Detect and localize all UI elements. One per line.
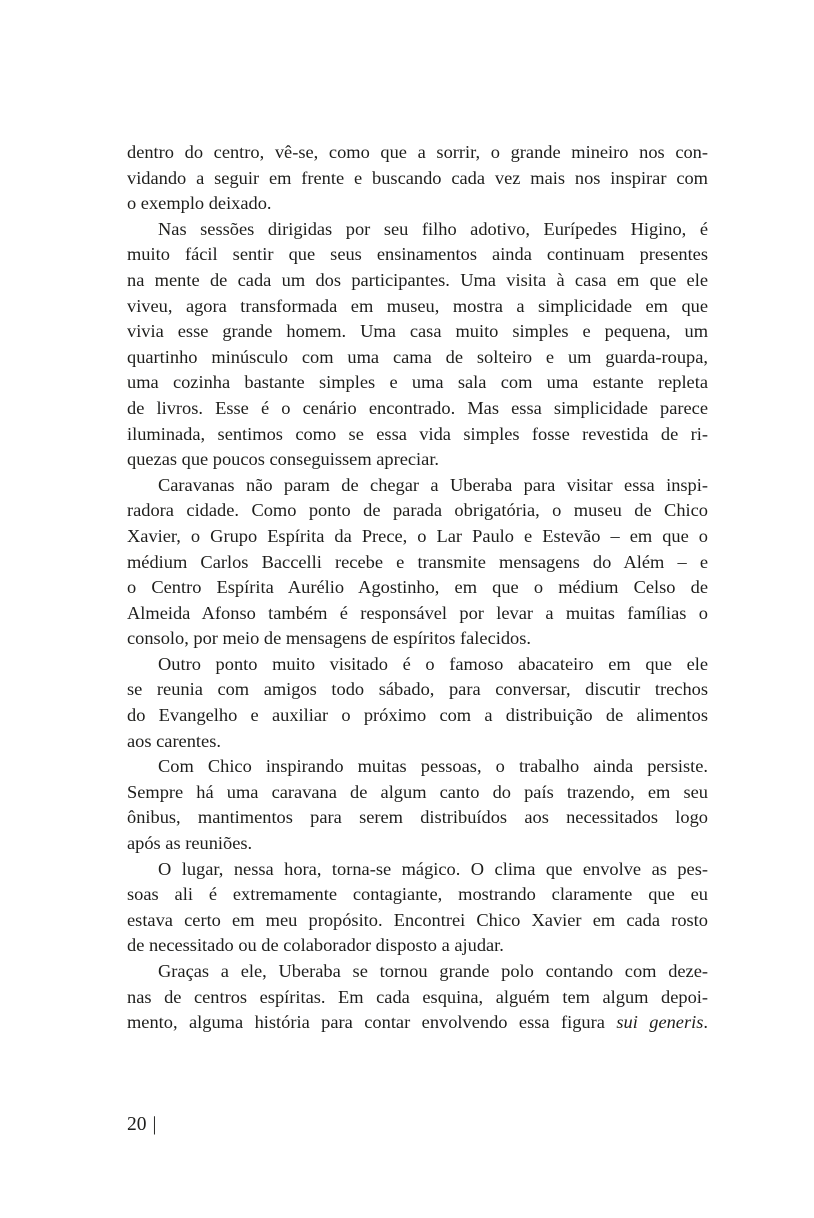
text-line: o exemplo deixado. xyxy=(127,193,272,214)
text-line: de livros. Esse é o cenário encontrado. Mas essa simplicidade parece xyxy=(127,397,708,418)
text-line: ônibus, mantimentos para serem distribuídos aos necessitados logo xyxy=(127,807,708,828)
text-line: soas ali é extremamente contagiante, mostrando claramente que eu xyxy=(127,884,708,905)
text-line: aos carentes. xyxy=(127,730,221,751)
text-line: mento, alguma história para contar envolvendo essa figura sui generis. xyxy=(127,1012,708,1033)
text-line: médium Carlos Baccelli recebe e transmite mensagens do Além – e xyxy=(127,551,708,572)
text-line: Xavier, o Grupo Espírita da Prece, o Lar Paulo e Estevão – em que o xyxy=(127,525,708,546)
text-line: dentro do centro, vê-se, como que a sorrir, o grande mineiro nos con- xyxy=(127,142,708,162)
text-line: Com Chico inspirando muitas pessoas, o trabalho ainda persiste. xyxy=(158,756,708,777)
text-line: viveu, agora transformada em museu, mostra a simplicidade em que xyxy=(127,295,708,316)
text-line: na mente de cada um dos participantes. Uma visita à casa em que ele xyxy=(127,269,708,290)
page-footer xyxy=(127,1112,156,1138)
text-line: Outro ponto muito visitado é o famoso abacateiro em que ele xyxy=(158,653,708,674)
text-line: O lugar, nessa hora, torna-se mágico. O clima que envolve as pes- xyxy=(158,858,708,879)
text-line: quezas que poucos conseguissem apreciar. xyxy=(127,449,440,470)
text-line: vidando a seguir em frente e buscando cada vez mais nos inspirar com xyxy=(127,167,708,188)
footer-separator: | xyxy=(152,1114,157,1135)
text-line: vivia esse grande homem. Uma casa muito simples e pequena, um xyxy=(127,321,708,342)
text-line: o Centro Espírita Aurélio Agostinho, em que o médium Celso de xyxy=(127,577,708,598)
paragraph xyxy=(127,652,708,754)
text-line: estava certo em meu propósito. Encontrei Chico Xavier em cada rosto xyxy=(127,909,708,930)
text-line: consolo, por meio de mensagens de espíritos falecidos. xyxy=(127,628,531,649)
text-line: nas de centros espíritas. Em cada esquina, alguém tem algum depoi- xyxy=(127,986,708,1007)
text-line: muito fácil sentir que seus ensinamentos ainda continuam presentes xyxy=(127,244,708,265)
text-line: radora cidade. Como ponto de parada obrigatória, o museu de Chico xyxy=(127,500,708,521)
text-line: Almeida Afonso também é responsável por levar a muitas famílias o xyxy=(127,602,708,623)
text-block xyxy=(127,140,708,1036)
text-line: uma cozinha bastante simples e uma sala com uma estante repleta xyxy=(127,372,708,393)
page-number: 20 xyxy=(127,1114,147,1135)
text-line: Sempre há uma caravana de algum canto do país trazendo, em seu xyxy=(127,781,708,802)
paragraph xyxy=(127,857,708,959)
paragraph xyxy=(127,473,708,652)
paragraph xyxy=(127,140,708,217)
text-line: iluminada, sentimos como se essa vida simples fosse revestida de ri- xyxy=(127,423,708,444)
text-line: se reunia com amigos todo sábado, para conversar, discutir trechos xyxy=(127,679,708,700)
text-line: quartinho minúsculo com uma cama de solteiro e um guarda-roupa, xyxy=(127,346,708,367)
text-line: do Evangelho e auxiliar o próximo com a distribuição de alimentos xyxy=(127,705,708,726)
paragraph xyxy=(127,217,708,473)
text-line: após as reuniões. xyxy=(127,833,253,854)
text-line: Graças a ele, Uberaba se tornou grande polo contando com deze- xyxy=(158,961,708,981)
text-line: de necessitado ou de colaborador disposto a ajudar. xyxy=(127,935,504,956)
text-line: Caravanas não param de chegar a Uberaba para visitar essa inspi- xyxy=(158,474,708,495)
paragraph xyxy=(127,959,708,1036)
text-line: Nas sessões dirigidas por seu filho adotivo, Eurípedes Higino, é xyxy=(158,218,708,239)
paragraph xyxy=(127,754,708,856)
